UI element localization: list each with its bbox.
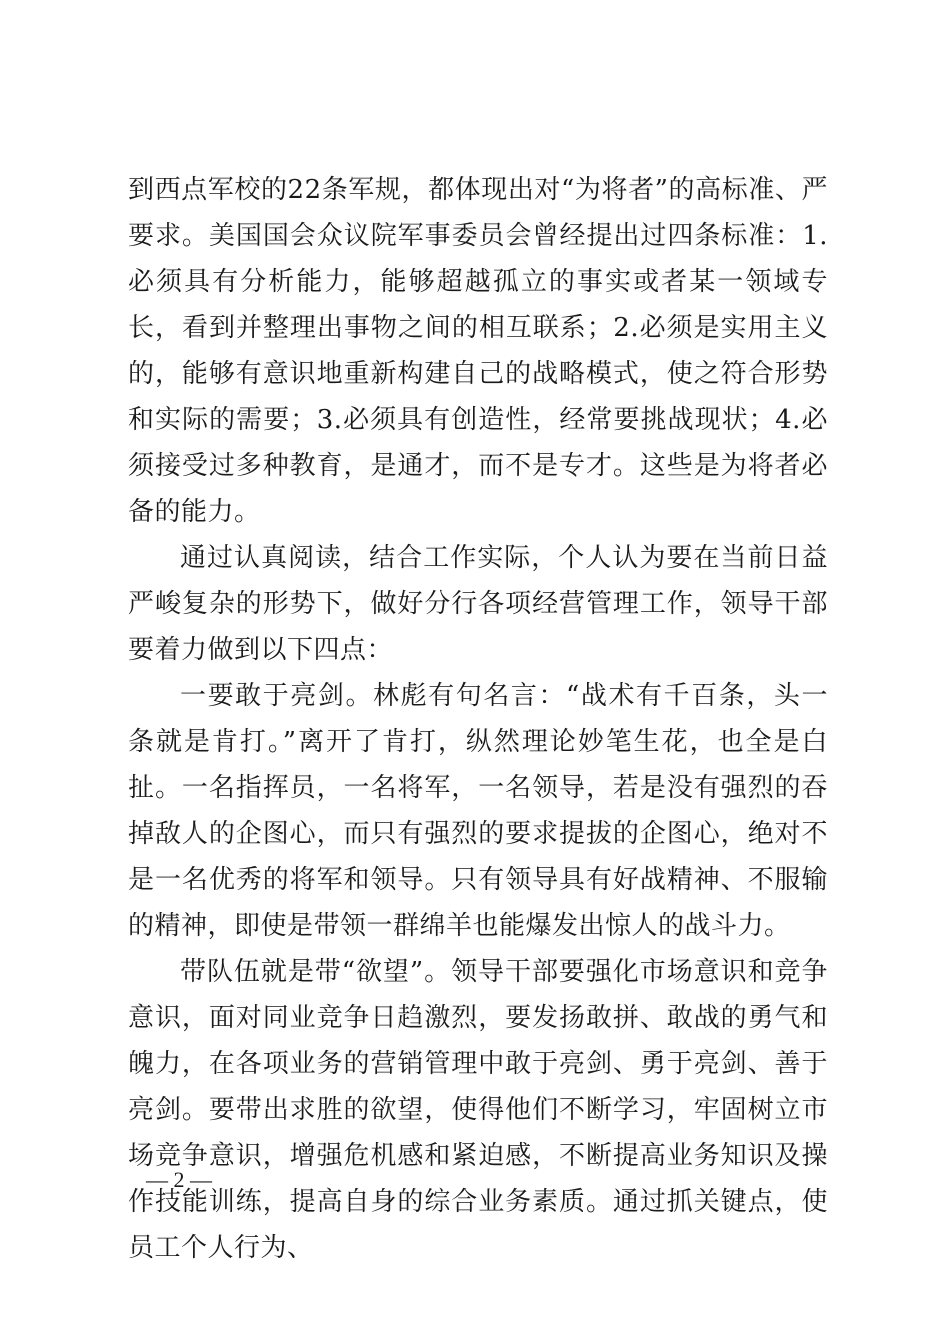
page-number: — 2 — [146, 1167, 212, 1192]
paragraph-continued: 到西点军校的22条军规，都体现出对“为将者”的高标准、严要求。美国国会众议院军事委员会曾经提出过四条标准：1.必须具有分析能力，能够超越孤立的事实或者某一领域专长，看到并整理出事物之间的相互联系；2.必须是实用主义的，能够有意识地重新构建自己的战略模式，使之符合形势和实际的需要；3.必须具有创造性，经常要挑战现状；4.必须接受过多种教育，是通才，而不是专才。这些是为将者必备的能力。 [128, 175, 828, 527]
paragraph-point-one: 一要敢于亮剑。林彪有句名言：“战术有千百条，头一条就是肯打。”离开了肯打，纵然理论妙笔生花，也全是白扯。一名指挥员，一名将军，一名领导，若是没有强烈的吞掉敌人的企图心，而只有强烈的要求提拔的企图心，绝对不是一名优秀的将军和领导。只有领导具有好战精神、不服输的精神，即使是带领一群绵羊也能爆发出惊人的战斗力。 [128, 681, 828, 941]
paragraph-team-desire: 带队伍就是带“欲望”。领导干部要强化市场意识和竞争意识，面对同业竞争日趋激烈，要发扬敢拼、敢战的勇气和魄力，在各项业务的营销管理中敢于亮剑、勇于亮剑、善于亮剑。要带出求胜的欲望，使得他们不断学习，牢固树立市场竞争意识，增强危机感和紧迫感，不断提高业务知识及操作技能训练，提高自身的综合业务素质。通过抓关键点，使员工个人行为、 [128, 957, 828, 1263]
document-body [128, 167, 828, 1271]
paragraph-intro: 通过认真阅读，结合工作实际，个人认为要在当前日益严峻复杂的形势下，做好分行各项经营管理工作，领导干部要着力做到以下四点： [128, 543, 828, 665]
